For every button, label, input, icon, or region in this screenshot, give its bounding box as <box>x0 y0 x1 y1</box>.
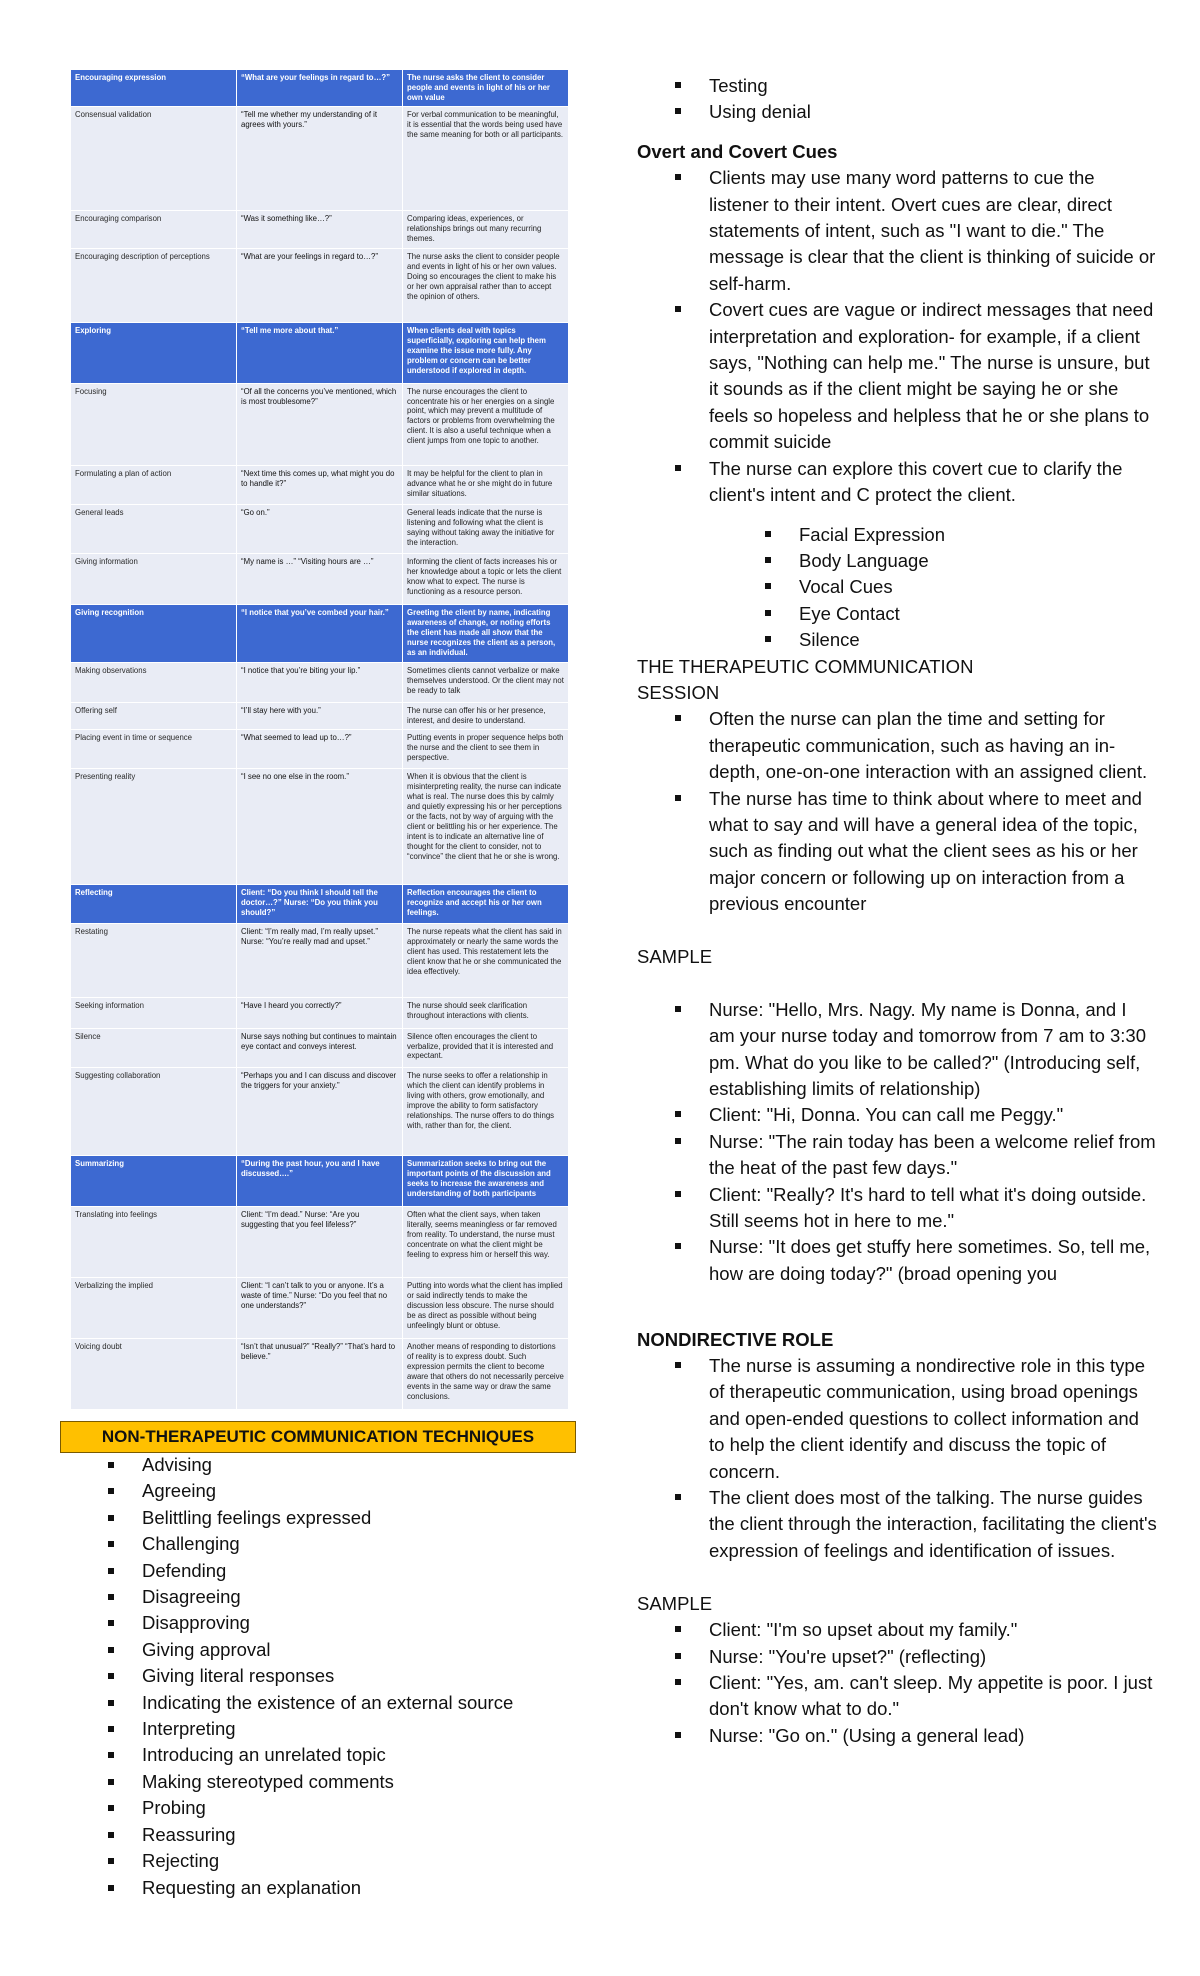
table-row <box>71 1029 568 1069</box>
list-item: Testing <box>675 73 1157 99</box>
list-item: Vocal Cues <box>765 574 1157 600</box>
list-item: Agreeing <box>108 1478 578 1504</box>
session-list <box>637 706 1157 917</box>
rationale-cell: The nurse should seek clarification throughout interactions with clients. <box>402 998 568 1028</box>
technique-cell: Formulating a plan of action <box>75 469 172 479</box>
list-item: Interpreting <box>108 1716 578 1742</box>
example-cell: Client: “I’m really mad, I’m really upset.” Nurse: “You’re really mad and upset.” <box>236 924 402 997</box>
table-row <box>71 554 568 605</box>
rationale-cell: The nurse repeats what the client has said in approximately or nearly the same words the client has used. This restatement lets the client know that he or she communicated the idea effectively. <box>402 924 568 997</box>
table-row <box>71 1207 568 1278</box>
list-item: Client: "Hi, Donna. You can call me Peggy." <box>675 1102 1157 1128</box>
rationale-cell: The nurse encourages the client to concentrate his or her energies on a single point, which may prevent a multitude of factors or problems from overwhelming the client. It is also a useful technique when a client jumps from one topic to another. <box>402 384 568 466</box>
rationale-cell: General leads indicate that the nurse is listening and following what the client is saying without taking away the initiative for the interaction. <box>402 505 568 553</box>
rationale-cell: Putting events in proper sequence helps both the nurse and the client to see them in perspective. <box>402 730 568 768</box>
list-item: Belittling feelings expressed <box>108 1505 578 1531</box>
rationale-cell: Informing the client of facts increases his or her knowledge about a topic or lets the client know what to expect. The nurse is functioning as a resource person. <box>402 554 568 604</box>
list-item: Client: "Yes, am. can't sleep. My appetite is poor. I just don't know what to do." <box>675 1670 1157 1723</box>
rationale-cell: It may be helpful for the client to plan in advance what he or she might do in future similar situations. <box>402 466 568 504</box>
example-cell: “Tell me whether my understanding of it agrees with yours.” <box>236 107 402 210</box>
example-cell: “My name is …” “Visiting hours are …” <box>236 554 402 604</box>
technique-cell: Encouraging expression <box>75 73 166 82</box>
rationale-cell: Another means of responding to distortions of reality is to express doubt. Such expression permits the client to become aware that others do not necessarily perceive events in the same way or draw the same conclusions. <box>402 1339 568 1409</box>
example-cell: “I’ll stay here with you.” <box>236 703 402 729</box>
table-row <box>71 924 568 998</box>
table-row <box>71 323 568 384</box>
example-cell: “I see no one else in the room.” <box>236 769 402 884</box>
nondirective-heading: NONDIRECTIVE ROLE <box>637 1328 834 1350</box>
technique-cell: Summarizing <box>75 1159 124 1169</box>
list-item: The nurse is assuming a nondirective role in this type of therapeutic communication, using broad openings and open-ended questions to collect information and to help the client identify and discuss the topic of concern. <box>675 1353 1157 1485</box>
list-item: Defending <box>108 1558 578 1584</box>
technique-cell: Giving information <box>75 557 138 567</box>
technique-cell: Restating <box>75 926 108 936</box>
example-cell: “Tell me more about that.” <box>236 323 402 383</box>
list-item: Eye Contact <box>765 601 1157 627</box>
list-item: Giving literal responses <box>108 1663 578 1689</box>
rationale-cell: The nurse asks the client to consider people and events in light of his or her own values. Doing so encourages the client to make his or her own appraisal rather than to accept the opinion of others. <box>402 249 568 322</box>
rationale-cell: Silence often encourages the client to verbalize, provided that it is interested and expectant. <box>402 1029 568 1068</box>
example-cell: Client: “I’m dead.” Nurse: “Are you suggesting that you feel lifeless?” <box>236 1207 402 1277</box>
list-item: Nurse: "You're upset?" (reflecting) <box>675 1644 1157 1670</box>
table-row <box>71 1278 568 1339</box>
sample-label-2: SAMPLE <box>637 1592 713 1614</box>
rationale-cell: Putting into words what the client has implied or said indirectly tends to make the discussion less obscure. The nurse should be as direct as possible without being unfeelingly blunt or obtuse. <box>402 1278 568 1338</box>
technique-cell: Consensual validation <box>75 109 152 119</box>
example-cell: “What seemed to lead up to…?” <box>236 730 402 768</box>
list-item: Disagreeing <box>108 1584 578 1610</box>
technique-cell: Giving recognition <box>75 608 144 618</box>
rationale-cell: Comparing ideas, experiences, or relationships brings out many recurring themes. <box>402 211 568 248</box>
list-item: Introducing an unrelated topic <box>108 1742 578 1768</box>
list-item: Advising <box>108 1452 578 1478</box>
cues-sublist <box>637 522 1157 654</box>
right-column <box>637 73 1157 1749</box>
rationale-cell: Greeting the client by name, indicating awareness of change, or noting efforts the client has made all show that the nurse recognizes the client as a person, as an individual. <box>402 605 568 662</box>
list-item: Client: "I'm so upset about my family." <box>675 1617 1157 1643</box>
rationale-cell: When clients deal with topics superficially, exploring can help them examine the issue more fully. Any problem or concern can be better understood if explored in depth. <box>402 323 568 383</box>
list-item: Using denial <box>675 99 1157 125</box>
rationale-cell: The nurse seeks to offer a relationship in which the client can identify problems in living with others, grow emotionally, and improve the ability to form satisfactory relationships. The nurse offers to do things with, rather than for, the client. <box>402 1068 568 1155</box>
table-row <box>71 1339 568 1410</box>
example-cell: Nurse says nothing but continues to maintain eye contact and conveys interest. <box>236 1029 402 1068</box>
rationale-cell: Reflection encourages the client to recognize and accept his or her own feelings. <box>402 885 568 923</box>
technique-cell: Encouraging comparison <box>75 213 162 223</box>
list-item: Reassuring <box>108 1822 578 1848</box>
table-row <box>71 211 568 249</box>
list-item: The client does most of the talking. The nurse guides the client through the interaction, facilitating the client's expression of feelings and identification of issues. <box>675 1485 1157 1564</box>
technique-cell: Verbalizing the implied <box>75 1281 154 1291</box>
rationale-cell: Sometimes clients cannot verbalize or make themselves understood. Or the client may not be ready to talk <box>402 663 568 702</box>
cues-heading: Overt and Covert Cues <box>637 140 838 162</box>
list-item: The nurse has time to think about where to meet and what to say and will have a general idea of the topic, such as finding out what the client sees as his or her major concern or following up on interaction from a previous encounter <box>675 786 1157 918</box>
list-item: Facial Expression <box>765 522 1157 548</box>
technique-cell: Voicing doubt <box>75 1342 122 1352</box>
list-item: Body Language <box>765 548 1157 574</box>
sample-label: SAMPLE <box>637 945 713 967</box>
table-row <box>71 505 568 554</box>
top-list <box>637 73 1157 126</box>
table-row <box>71 885 568 924</box>
example-cell: “I notice that you’ve combed your hair.” <box>236 605 402 662</box>
techniques-table <box>71 70 568 1410</box>
session-heading: THE THERAPEUTIC COMMUNICATION <box>637 655 974 677</box>
rationale-cell: When it is obvious that the client is misinterpreting reality, the nurse can indicate what is real. The nurse does this by calmly and quietly expressing his or her perceptions or the facts, not by way of arguing with the client or belittling his or her experience. The intent is to indicate an alternative line of thought for the client to consider, not to “convince” the client that he or she is wrong. <box>402 769 568 884</box>
table-row <box>71 663 568 703</box>
table-row <box>71 1156 568 1207</box>
technique-cell: Translating into feelings <box>75 1210 158 1220</box>
list-item: Making stereotyped comments <box>108 1769 578 1795</box>
example-cell: “I notice that you’re biting your lip.” <box>236 663 402 702</box>
table-row <box>71 998 568 1029</box>
list-item: Client: "Really? It's hard to tell what it's doing outside. Still seems hot in here to me." <box>675 1182 1157 1235</box>
example-cell: Client: “Do you think I should tell the doctor…?” Nurse: “Do you think you should?” <box>236 885 402 923</box>
sample-list-2 <box>637 1617 1157 1749</box>
list-item: The nurse can explore this covert cue to clarify the client's intent and C protect the client. <box>675 456 1157 509</box>
technique-cell: Placing event in time or sequence <box>75 732 193 742</box>
rationale-cell: The nurse can offer his or her presence, interest, and desire to understand. <box>402 703 568 729</box>
table-row <box>71 466 568 505</box>
example-cell: “Have I heard you correctly?” <box>236 998 402 1028</box>
rationale-cell: Summarization seeks to bring out the important points of the discussion and seeks to increase the awareness and understanding of both participants <box>402 1156 568 1206</box>
table-row <box>71 107 568 211</box>
list-item: Covert cues are vague or indirect messages that need interpretation and exploration- for example, if a client says, "Nothing can help me." The nurse is unsure, but it sounds as if the client might be saying he or she feels so hopeless and helpless that he or she plans to commit suicide <box>675 297 1157 455</box>
table-row <box>71 769 568 885</box>
example-cell: “What are your feelings in regard to…?” <box>236 249 402 322</box>
table-row <box>71 1068 568 1156</box>
example-cell: “Of all the concerns you’ve mentioned, which is most troublesome?” <box>236 384 402 466</box>
rationale-cell: For verbal communication to be meaningful, it is essential that the words being used have the same meaning for both or all participants. <box>402 107 568 210</box>
technique-cell: General leads <box>75 508 124 518</box>
example-cell: “Isn’t that unusual?” “Really?” “That’s hard to believe.” <box>236 1339 402 1409</box>
example-cell: “What are your feelings in regard to…?” <box>236 70 402 106</box>
example-cell: “Was it something like…?” <box>236 211 402 248</box>
technique-cell: Making observations <box>75 666 147 676</box>
non-therapeutic-list <box>108 1452 578 1901</box>
table-row <box>71 384 568 467</box>
list-item: Silence <box>765 627 1157 653</box>
technique-cell: Presenting reality <box>75 771 136 781</box>
example-cell: “Go on.” <box>236 505 402 553</box>
example-cell: “Next time this comes up, what might you do to handle it?” <box>236 466 402 504</box>
sample-list <box>637 997 1157 1287</box>
list-item: Clients may use many word patterns to cue the listener to their intent. Overt cues are clear, direct statements of intent, such as "I want to die." The message is clear that the client is thinking of suicide or self-harm. <box>675 165 1157 297</box>
table-row <box>71 70 568 107</box>
table-row <box>71 730 568 769</box>
rationale-cell: Often what the client says, when taken literally, seems meaningless or far removed from reality. To understand, the nurse must concentrate on what the client might be feeling to express him or herself this way. <box>402 1207 568 1277</box>
rationale-cell: The nurse asks the client to consider people and events in light of his or her own value <box>402 70 568 106</box>
technique-cell: Focusing <box>75 386 107 396</box>
technique-cell: Reflecting <box>75 887 113 897</box>
list-item: Often the nurse can plan the time and setting for therapeutic communication, such as having an in-depth, one-on-one interaction with an assigned client. <box>675 706 1157 785</box>
list-item: Probing <box>108 1795 578 1821</box>
table-row <box>71 605 568 663</box>
table-row <box>71 703 568 730</box>
list-item: Indicating the existence of an external source <box>108 1690 578 1716</box>
list-item: Nurse: "Go on." (Using a general lead) <box>675 1723 1157 1749</box>
list-item: Rejecting <box>108 1848 578 1874</box>
list-item: Nurse: "It does get stuffy here sometimes. So, tell me, how are doing today?" (broad opening you <box>675 1234 1157 1287</box>
list-item: Nurse: "Hello, Mrs. Nagy. My name is Donna, and I am your nurse today and tomorrow from 7 am to 3:30 pm. What do you like to be called?" (Introducing self, establishing limits of relationship) <box>675 997 1157 1103</box>
technique-cell: Suggesting collaboration <box>75 1071 161 1081</box>
technique-cell: Encouraging description of perceptions <box>75 251 210 261</box>
list-item: Disapproving <box>108 1610 578 1636</box>
list-item: Requesting an explanation <box>108 1875 578 1901</box>
example-cell: “During the past hour, you and I have discussed….” <box>236 1156 402 1206</box>
list-item: Nurse: "The rain today has been a welcome relief from the heat of the past few days." <box>675 1129 1157 1182</box>
example-cell: Client: “I can’t talk to you or anyone. It’s a waste of time.” Nurse: “Do you feel that no one understands?” <box>236 1278 402 1338</box>
non-therapeutic-title: NON-THERAPEUTIC COMMUNICATION TECHNIQUES <box>60 1421 576 1453</box>
technique-cell: Exploring <box>75 325 111 335</box>
cues-list <box>637 165 1157 508</box>
list-item: Challenging <box>108 1531 578 1557</box>
example-cell: “Perhaps you and I can discuss and discover the triggers for your anxiety.” <box>236 1068 402 1155</box>
table-row <box>71 249 568 323</box>
list-item: Giving approval <box>108 1637 578 1663</box>
technique-cell: Silence <box>75 1031 101 1041</box>
session-heading-line2: SESSION <box>637 681 720 703</box>
technique-cell: Offering self <box>75 706 117 716</box>
nondirective-list <box>637 1353 1157 1564</box>
technique-cell: Seeking information <box>75 1000 144 1010</box>
